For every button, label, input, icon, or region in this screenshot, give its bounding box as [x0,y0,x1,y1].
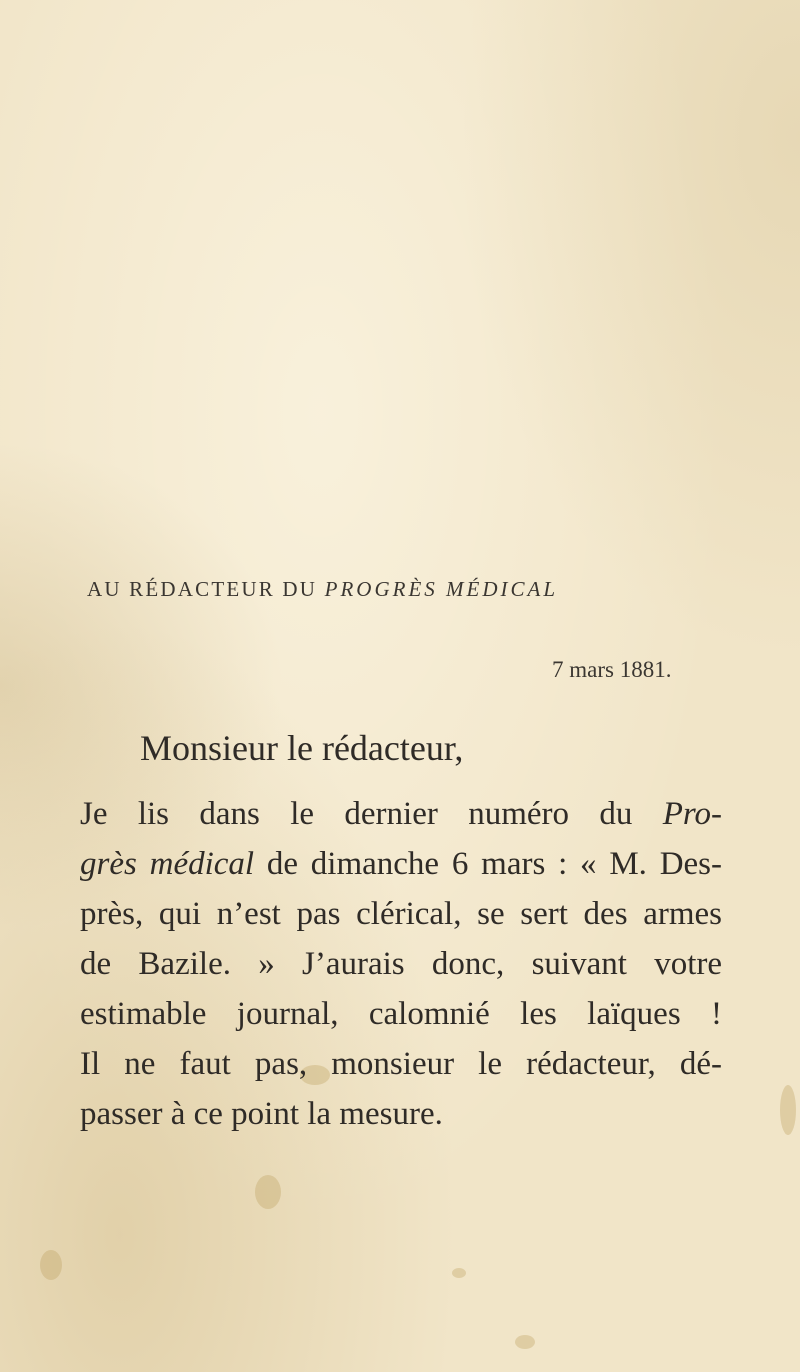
body-line-7: passer à ce point la mesure. [80,1096,443,1132]
foxing-spot [452,1268,466,1278]
journal-reference: Pro- [662,796,722,832]
heading-prefix: AU RÉDACTEUR DU [87,577,318,601]
foxing-spot [780,1085,796,1135]
foxing-spot [515,1335,535,1349]
body-text: Je lis dans le dernier numéro du [80,796,633,832]
journal-name: PROGRÈS MÉDICAL [324,577,559,601]
body-line-4: de Bazile. » J’aurais donc, suivant votre [80,946,722,982]
letter-heading [87,577,558,602]
journal-reference: grès médical [80,846,255,882]
body-line-5: estimable journal, calomnié les laïques ! [80,996,722,1032]
letter-date: 7 mars 1881. [552,657,672,682]
foxing-spot [40,1250,62,1280]
salutation: Monsieur le rédacteur, [140,728,464,768]
body-line-3: près, qui n’est pas clérical, se sert des armes [80,896,722,932]
body-text: de dimanche 6 mars : « M. Des- [266,846,722,882]
body-line-1 [80,796,722,833]
body-line-2 [80,846,722,883]
foxing-spot [255,1175,281,1209]
body-line-6: Il ne faut pas, monsieur le rédacteur, dé- [80,1046,722,1082]
